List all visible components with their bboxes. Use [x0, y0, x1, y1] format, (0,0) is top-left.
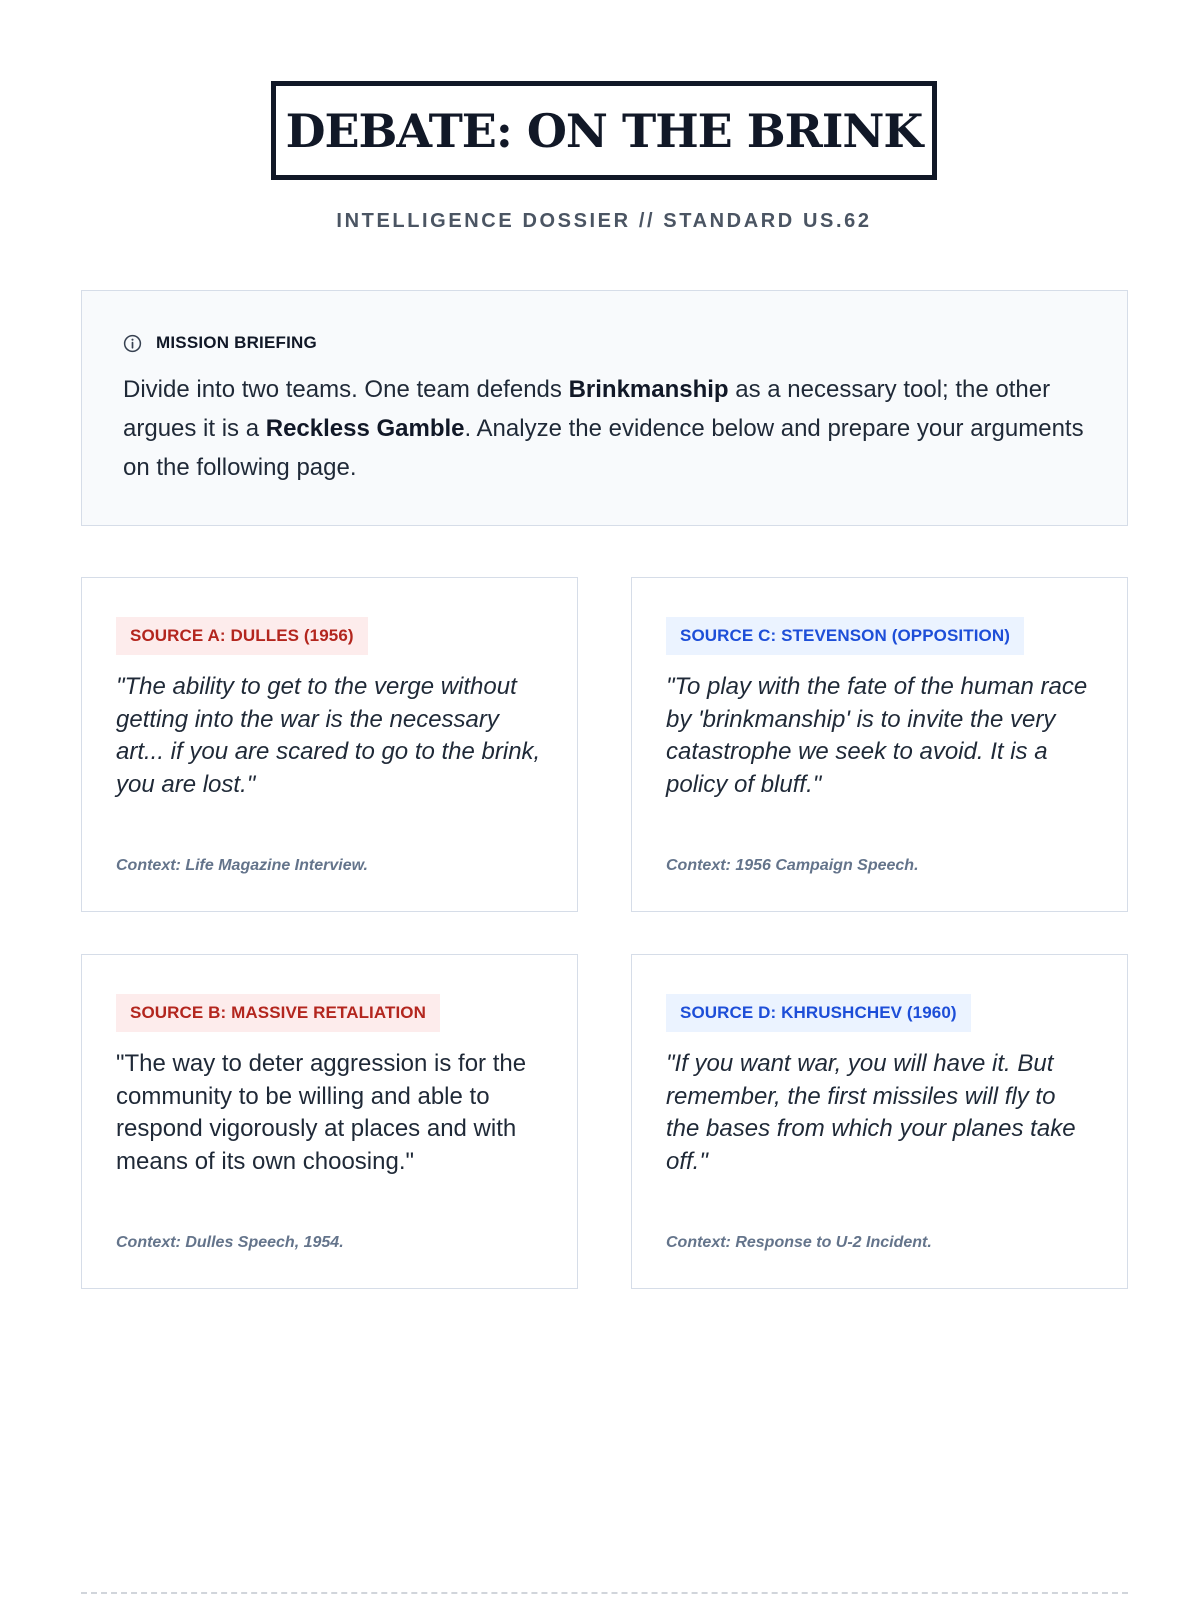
page-divider — [81, 1592, 1128, 1594]
page-title: DEBATE: ON THE BRINK — [271, 81, 937, 180]
source-card-c — [631, 577, 1128, 912]
source-tag: SOURCE D: KHRUSHCHEV (1960) — [666, 994, 971, 1032]
source-tag: SOURCE B: MASSIVE RETALIATION — [116, 994, 440, 1032]
page-subtitle: INTELLIGENCE DOSSIER // STANDARD US.62 — [336, 210, 872, 232]
briefing-text-part: Divide into two teams. One team defends — [123, 376, 569, 403]
source-tag: SOURCE A: DULLES (1956) — [116, 617, 368, 655]
source-context: Context: Dulles Speech, 1954. — [116, 1234, 344, 1251]
source-context: Context: Life Magazine Interview. — [116, 857, 368, 874]
source-card-a — [81, 577, 578, 912]
brinkmanship-term: Brinkmanship — [568, 376, 729, 403]
source-context: Context: 1956 Campaign Speech. — [666, 857, 919, 874]
source-quote: "To play with the fate of the human race by 'brinkmanship' is to invite the very catastrophe we seek to avoid. It is a policy of bluff." — [666, 673, 1088, 798]
source-card-b — [81, 954, 578, 1289]
mission-briefing-panel — [81, 290, 1128, 526]
source-quote: "The ability to get to the verge without getting into the war is the necessary art... if you are scared to go to the brink, you are lost." — [116, 673, 541, 798]
briefing-heading-label: MISSION BRIEFING — [156, 333, 317, 352]
source-tag: SOURCE C: STEVENSON (OPPOSITION) — [666, 617, 1024, 655]
briefing-text — [123, 370, 1087, 487]
reckless-gamble-term: Reckless Gamble — [265, 415, 465, 442]
source-quote: "If you want war, you will have it. But remember, the first missiles will fly to the bases from which your planes take off." — [666, 1050, 1076, 1175]
source-quote: "The way to deter aggression is for the community to be willing and able to respond vigorously at places and with means of its own choosing." — [116, 1050, 527, 1175]
info-icon — [123, 334, 142, 353]
briefing-text-part: as a necessary tool; the other argues it is a — [123, 376, 1051, 442]
briefing-text-part: . Analyze the evidence below and prepare your arguments on the following page. — [123, 415, 1084, 481]
source-context: Context: Response to U-2 Incident. — [666, 1234, 932, 1251]
source-card-d — [631, 954, 1128, 1289]
briefing-heading — [123, 333, 1087, 353]
